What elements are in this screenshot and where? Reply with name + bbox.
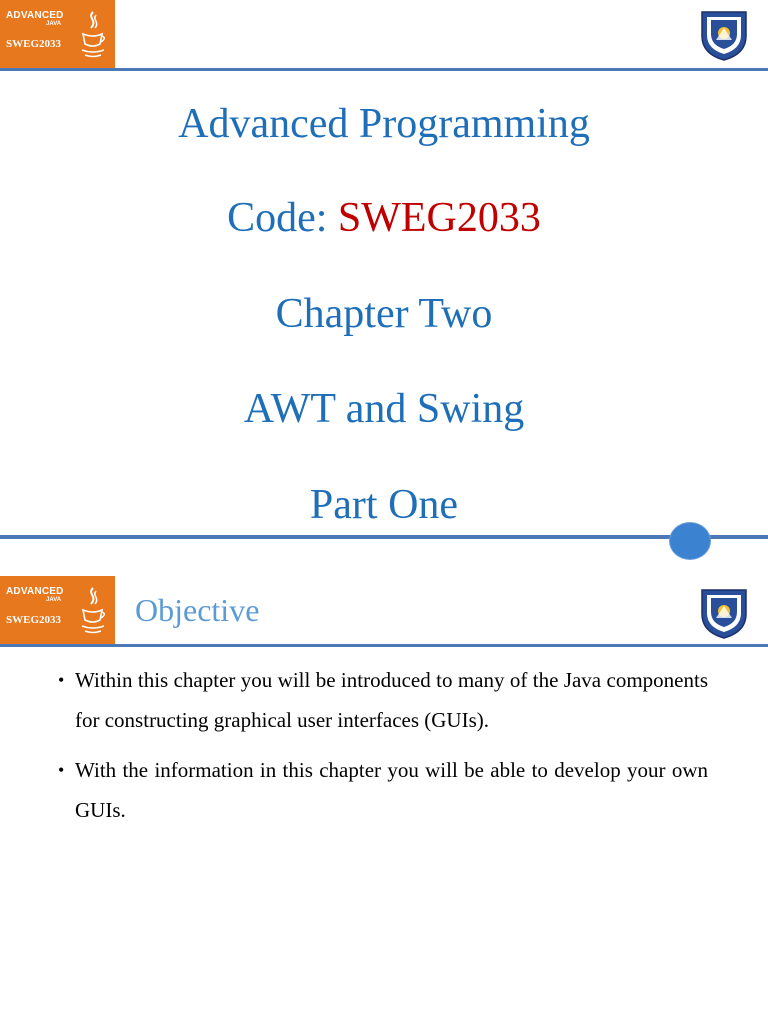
footer-circle-icon [669, 522, 711, 560]
course-logo [0, 0, 115, 68]
logo-advanced-text: ADVANCED [6, 10, 64, 21]
objective-slide [0, 566, 768, 1024]
university-seal-icon [696, 582, 752, 642]
part-title: Part One [309, 482, 459, 528]
course-code-value: SWEG2033 [337, 195, 541, 241]
header-divider [0, 644, 768, 647]
java-cup-icon [80, 10, 106, 60]
list-item: • Within this chapter you will be introduced to many of the Java components for constructing graphical user interfaces (GUIs). [56, 660, 708, 740]
chapter-title: Chapter Two [275, 291, 493, 337]
topic-title: AWT and Swing [243, 386, 525, 432]
header-divider [0, 68, 768, 71]
slide-title: Objective [135, 592, 260, 628]
logo-java-text: JAVA [46, 21, 62, 27]
course-code-label: Code: [227, 195, 338, 241]
logo-code-text: SWEG2033 [6, 614, 62, 626]
logo-java-text: JAVA [46, 597, 62, 603]
footer-divider [0, 535, 768, 539]
objective-list [56, 660, 708, 840]
logo-advanced-text: ADVANCED [6, 586, 64, 597]
java-cup-icon [80, 586, 106, 636]
course-code-line [0, 194, 768, 242]
course-title: Advanced Programming [178, 101, 590, 147]
university-seal-icon [696, 6, 752, 62]
logo-code-text: SWEG2033 [6, 38, 62, 50]
list-item: • With the information in this chapter you will be able to develop your own GUIs. [56, 750, 708, 830]
course-logo [0, 576, 115, 644]
